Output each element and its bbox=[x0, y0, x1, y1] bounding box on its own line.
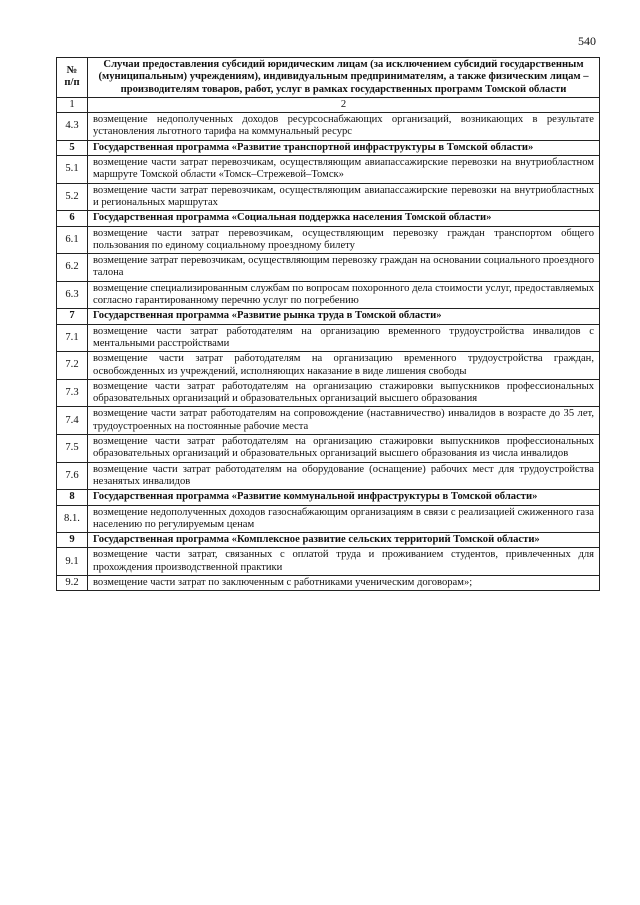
row-number: 9.1 bbox=[57, 548, 88, 576]
row-description: возмещение недополученных доходов ресурсоснабжающих организаций, возникающих в результате установления льготного тарифа на коммунальный ресурс bbox=[88, 113, 600, 141]
row-number: 6.1 bbox=[57, 226, 88, 254]
table-row bbox=[57, 254, 600, 282]
program-row bbox=[57, 211, 600, 226]
row-description: возмещение части затрат, связанных с оплатой труда и проживанием студентов, привлеченных для прохождения производственной практики bbox=[88, 548, 600, 576]
program-row bbox=[57, 140, 600, 155]
table-row bbox=[57, 379, 600, 407]
row-number: 7.1 bbox=[57, 324, 88, 352]
cases-column-header: Случаи предоставления субсидий юридическим лицам (за исключением субсидий государственным (муниципальным) учреждениям), индивидуальным предпринимателям, а также физическим лицам – производителям товаров, работ, услуг в рамках государственных программ Томской области bbox=[88, 58, 600, 98]
table-row bbox=[57, 324, 600, 352]
row-number: 9 bbox=[57, 533, 88, 548]
row-description: возмещение части затрат работодателям на организацию временного трудоустройства инвалидов с ментальными расстройствами bbox=[88, 324, 600, 352]
column-number-1: 1 bbox=[57, 97, 88, 112]
table-row bbox=[57, 575, 600, 590]
row-number: 7.6 bbox=[57, 462, 88, 490]
table-row bbox=[57, 183, 600, 211]
table-row bbox=[57, 407, 600, 435]
row-number: 7.3 bbox=[57, 379, 88, 407]
number-column-header bbox=[57, 58, 88, 98]
row-number: 6 bbox=[57, 211, 88, 226]
table-row bbox=[57, 352, 600, 380]
row-description: возмещение части затрат перевозчикам, осуществляющим авиапассажирские перевозки на внутриобластных и региональных маршрутах bbox=[88, 183, 600, 211]
row-number: 5 bbox=[57, 140, 88, 155]
row-description: возмещение части затрат перевозчикам, осуществляющим перевозку граждан транспортом общего пользования по единому социальному проездному билету bbox=[88, 226, 600, 254]
row-number: 6.2 bbox=[57, 254, 88, 282]
table-row bbox=[57, 462, 600, 490]
program-row bbox=[57, 490, 600, 505]
column-numbers-row bbox=[57, 97, 600, 112]
row-number: 7 bbox=[57, 309, 88, 324]
table-body bbox=[57, 113, 600, 591]
program-title: Государственная программа «Социальная поддержка населения Томской области» bbox=[88, 211, 600, 226]
row-description: возмещение части затрат работодателям на организацию стажировки выпускников профессиональных образовательных организаций и образовательных организаций высшего образования bbox=[88, 379, 600, 407]
row-description: возмещение части затрат работодателям на оборудование (оснащение) рабочих мест для трудоустройства незанятых инвалидов bbox=[88, 462, 600, 490]
program-title: Государственная программа «Развитие рынка труда в Томской области» bbox=[88, 309, 600, 324]
row-number: 8.1. bbox=[57, 505, 88, 533]
table-row bbox=[57, 281, 600, 309]
row-description: возмещение части затрат работодателям на организацию временного трудоустройства граждан, освобожденных из учреждений, исполняющих наказание в виде лишения свободы bbox=[88, 352, 600, 380]
row-description: возмещение недополученных доходов газоснабжающим организациям в связи с реализацией сжиженного газа населению по регулируемым ценам bbox=[88, 505, 600, 533]
table-row bbox=[57, 226, 600, 254]
page-number: 540 bbox=[578, 34, 596, 48]
table-row bbox=[57, 435, 600, 463]
program-title: Государственная программа «Комплексное развитие сельских территорий Томской области» bbox=[88, 533, 600, 548]
row-number: 6.3 bbox=[57, 281, 88, 309]
table-row bbox=[57, 548, 600, 576]
row-number: 9.2 bbox=[57, 575, 88, 590]
row-description: возмещение части затрат по заключенным с работниками ученическим договорам»; bbox=[88, 575, 600, 590]
row-number: 7.4 bbox=[57, 407, 88, 435]
row-number: 5.1 bbox=[57, 156, 88, 184]
program-title: Государственная программа «Развитие транспортной инфраструктуры в Томской области» bbox=[88, 140, 600, 155]
row-description: возмещение специализированным службам по вопросам похоронного дела стоимости услуг, предоставляемых согласно гарантированному перечню услуг по погребению bbox=[88, 281, 600, 309]
row-description: возмещение части затрат работодателям на сопровождение (наставничество) инвалидов в возрасте до 35 лет, трудоустроенных на постоянные рабочие места bbox=[88, 407, 600, 435]
row-description: возмещение части затрат перевозчикам, осуществляющим авиапассажирские перевозки на внутриобластном маршруте Томской области «Томск–Стрежевой–Томск» bbox=[88, 156, 600, 184]
table-row bbox=[57, 505, 600, 533]
program-row bbox=[57, 309, 600, 324]
program-row bbox=[57, 533, 600, 548]
row-number: 7.2 bbox=[57, 352, 88, 380]
table-row bbox=[57, 156, 600, 184]
row-number: 5.2 bbox=[57, 183, 88, 211]
row-description: возмещение части затрат работодателям на организацию стажировки выпускников профессиональных образовательных организаций и образовательных организаций высшего образования из числа инвалидов bbox=[88, 435, 600, 463]
program-title: Государственная программа «Развитие коммунальной инфраструктуры в Томской области» bbox=[88, 490, 600, 505]
number-column-label: № п/п bbox=[64, 65, 80, 89]
row-number: 7.5 bbox=[57, 435, 88, 463]
column-number-2: 2 bbox=[88, 97, 600, 112]
row-description: возмещение затрат перевозчикам, осуществляющим перевозку граждан на основании социального проездного талона bbox=[88, 254, 600, 282]
subsidy-cases-table bbox=[56, 57, 600, 591]
row-number: 8 bbox=[57, 490, 88, 505]
row-number: 4.3 bbox=[57, 113, 88, 141]
table-header-row bbox=[57, 58, 600, 98]
table-row bbox=[57, 113, 600, 141]
